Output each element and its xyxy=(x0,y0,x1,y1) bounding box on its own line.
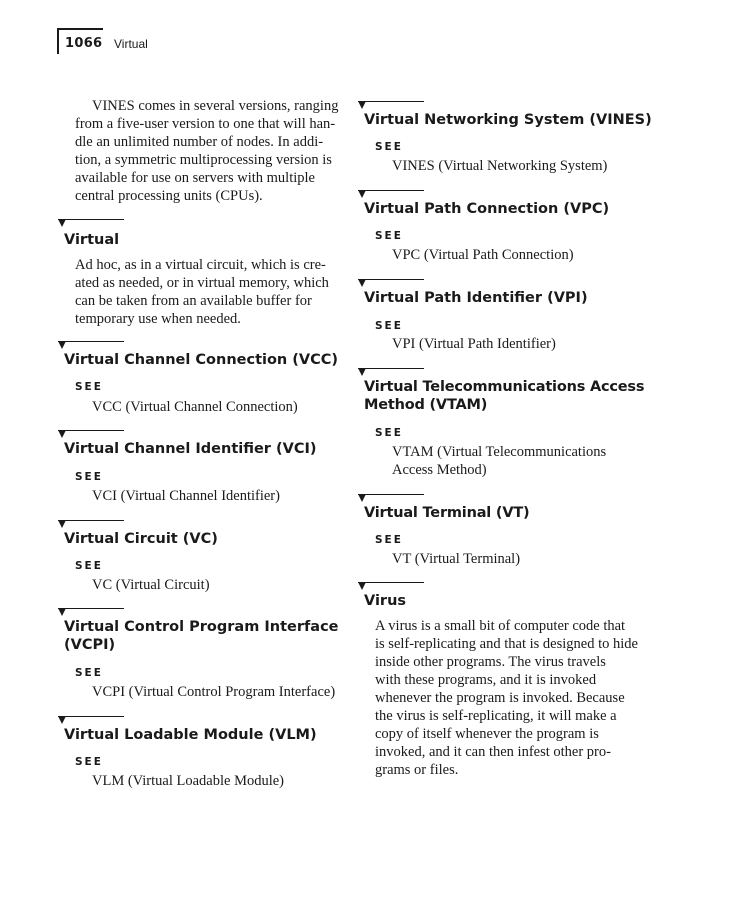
entry-marker xyxy=(358,368,424,378)
entry-marker xyxy=(358,494,424,504)
entry-virus xyxy=(358,582,658,782)
see-reference: VCPI (Virtual Control Program Interface) xyxy=(92,684,336,700)
see-reference: VTAM (Virtual Telecommunications Access Method) xyxy=(392,444,607,478)
entry-vpi xyxy=(358,279,658,359)
entry-term: Virtual Networking System (VINES) xyxy=(364,112,652,128)
entry-term: Virtual Channel Identifier (VCI) xyxy=(64,441,317,457)
entry-vci xyxy=(58,430,358,510)
see-reference: VLM (Virtual Loadable Module) xyxy=(92,773,285,789)
entry-term: Virtual Path Identifier (VPI) xyxy=(364,290,588,306)
page-number: 1066 xyxy=(65,36,103,51)
entry-marker xyxy=(58,341,124,351)
see-label: SEE xyxy=(375,534,403,546)
see-label: SEE xyxy=(75,756,103,768)
entry-term: Virtual Path Connection (VPC) xyxy=(364,201,610,217)
entry-vtam xyxy=(358,368,658,488)
entry-term: Virtual Circuit (VC) xyxy=(64,531,218,547)
see-reference: VCI (Virtual Channel Identifier) xyxy=(92,488,280,504)
entry-term: Virtual Control Program Interface (VCPI) xyxy=(64,619,339,653)
see-reference: VPC (Virtual Path Connection) xyxy=(392,247,574,263)
entry-definition: A virus is a small bit of computer code that is self-replicating and that is designed to hide inside other programs. The virus travels with these programs, and it is invoked whenever the program is invoked. Because the virus is self-replicating, it will make a copy of itself whenever the program is invoked, and it can then infest other pro- grams or files. xyxy=(375,618,638,778)
entry-term: Virtual Telecommunications Access Method (VTAM) xyxy=(364,379,645,413)
see-label: SEE xyxy=(375,141,403,153)
entry-term: Virtual Terminal (VT) xyxy=(364,505,530,521)
see-label: SEE xyxy=(75,667,103,679)
see-label: SEE xyxy=(375,320,403,332)
entry-marker xyxy=(58,608,124,618)
entry-term: Virtual Loadable Module (VLM) xyxy=(64,727,317,743)
entry-vt xyxy=(358,494,658,574)
see-label: SEE xyxy=(75,381,103,393)
running-head: Virtual xyxy=(114,37,148,51)
entry-vcc xyxy=(58,341,358,421)
entry-term: Virtual Channel Connection (VCC) xyxy=(64,352,339,368)
entry-definition: Ad hoc, as in a virtual circuit, which is cre- ated as needed, or in virtual memory, which can be taken from an available buffer for temporary use when needed. xyxy=(75,257,329,327)
intro-paragraph: VINES comes in several versions, ranging from a five-user version to one that will han- dle an unlimited number of nodes. In addi- tion, a symmetric multiprocessing version is available for use on servers with multiple central processing units (CPUs). xyxy=(75,98,339,204)
see-reference: VC (Virtual Circuit) xyxy=(92,577,210,593)
see-label: SEE xyxy=(75,471,103,483)
entry-marker xyxy=(58,430,124,440)
see-label: SEE xyxy=(375,230,403,242)
entry-vlm xyxy=(58,716,358,796)
entry-term: Virtual xyxy=(64,232,120,248)
entry-marker xyxy=(58,520,124,530)
entry-marker xyxy=(358,101,424,111)
entry-vpc xyxy=(358,190,658,270)
entry-marker xyxy=(358,190,424,200)
see-label: SEE xyxy=(375,427,403,439)
see-label: SEE xyxy=(75,560,103,572)
entry-vcpi xyxy=(58,608,358,708)
entry-vc xyxy=(58,520,358,600)
entry-marker xyxy=(358,279,424,289)
see-reference: VPI (Virtual Path Identifier) xyxy=(392,336,556,352)
entry-virtual xyxy=(58,219,358,329)
header-rule-vertical xyxy=(57,28,59,54)
see-reference: VCC (Virtual Channel Connection) xyxy=(92,399,298,415)
entry-vines xyxy=(358,101,658,181)
entry-marker xyxy=(58,219,124,229)
entry-marker xyxy=(58,716,124,726)
entry-term: Virus xyxy=(364,593,407,609)
see-reference: VINES (Virtual Networking System) xyxy=(392,158,608,174)
header-rule-horizontal xyxy=(57,28,103,30)
entry-marker xyxy=(358,582,424,592)
see-reference: VT (Virtual Terminal) xyxy=(392,551,521,567)
